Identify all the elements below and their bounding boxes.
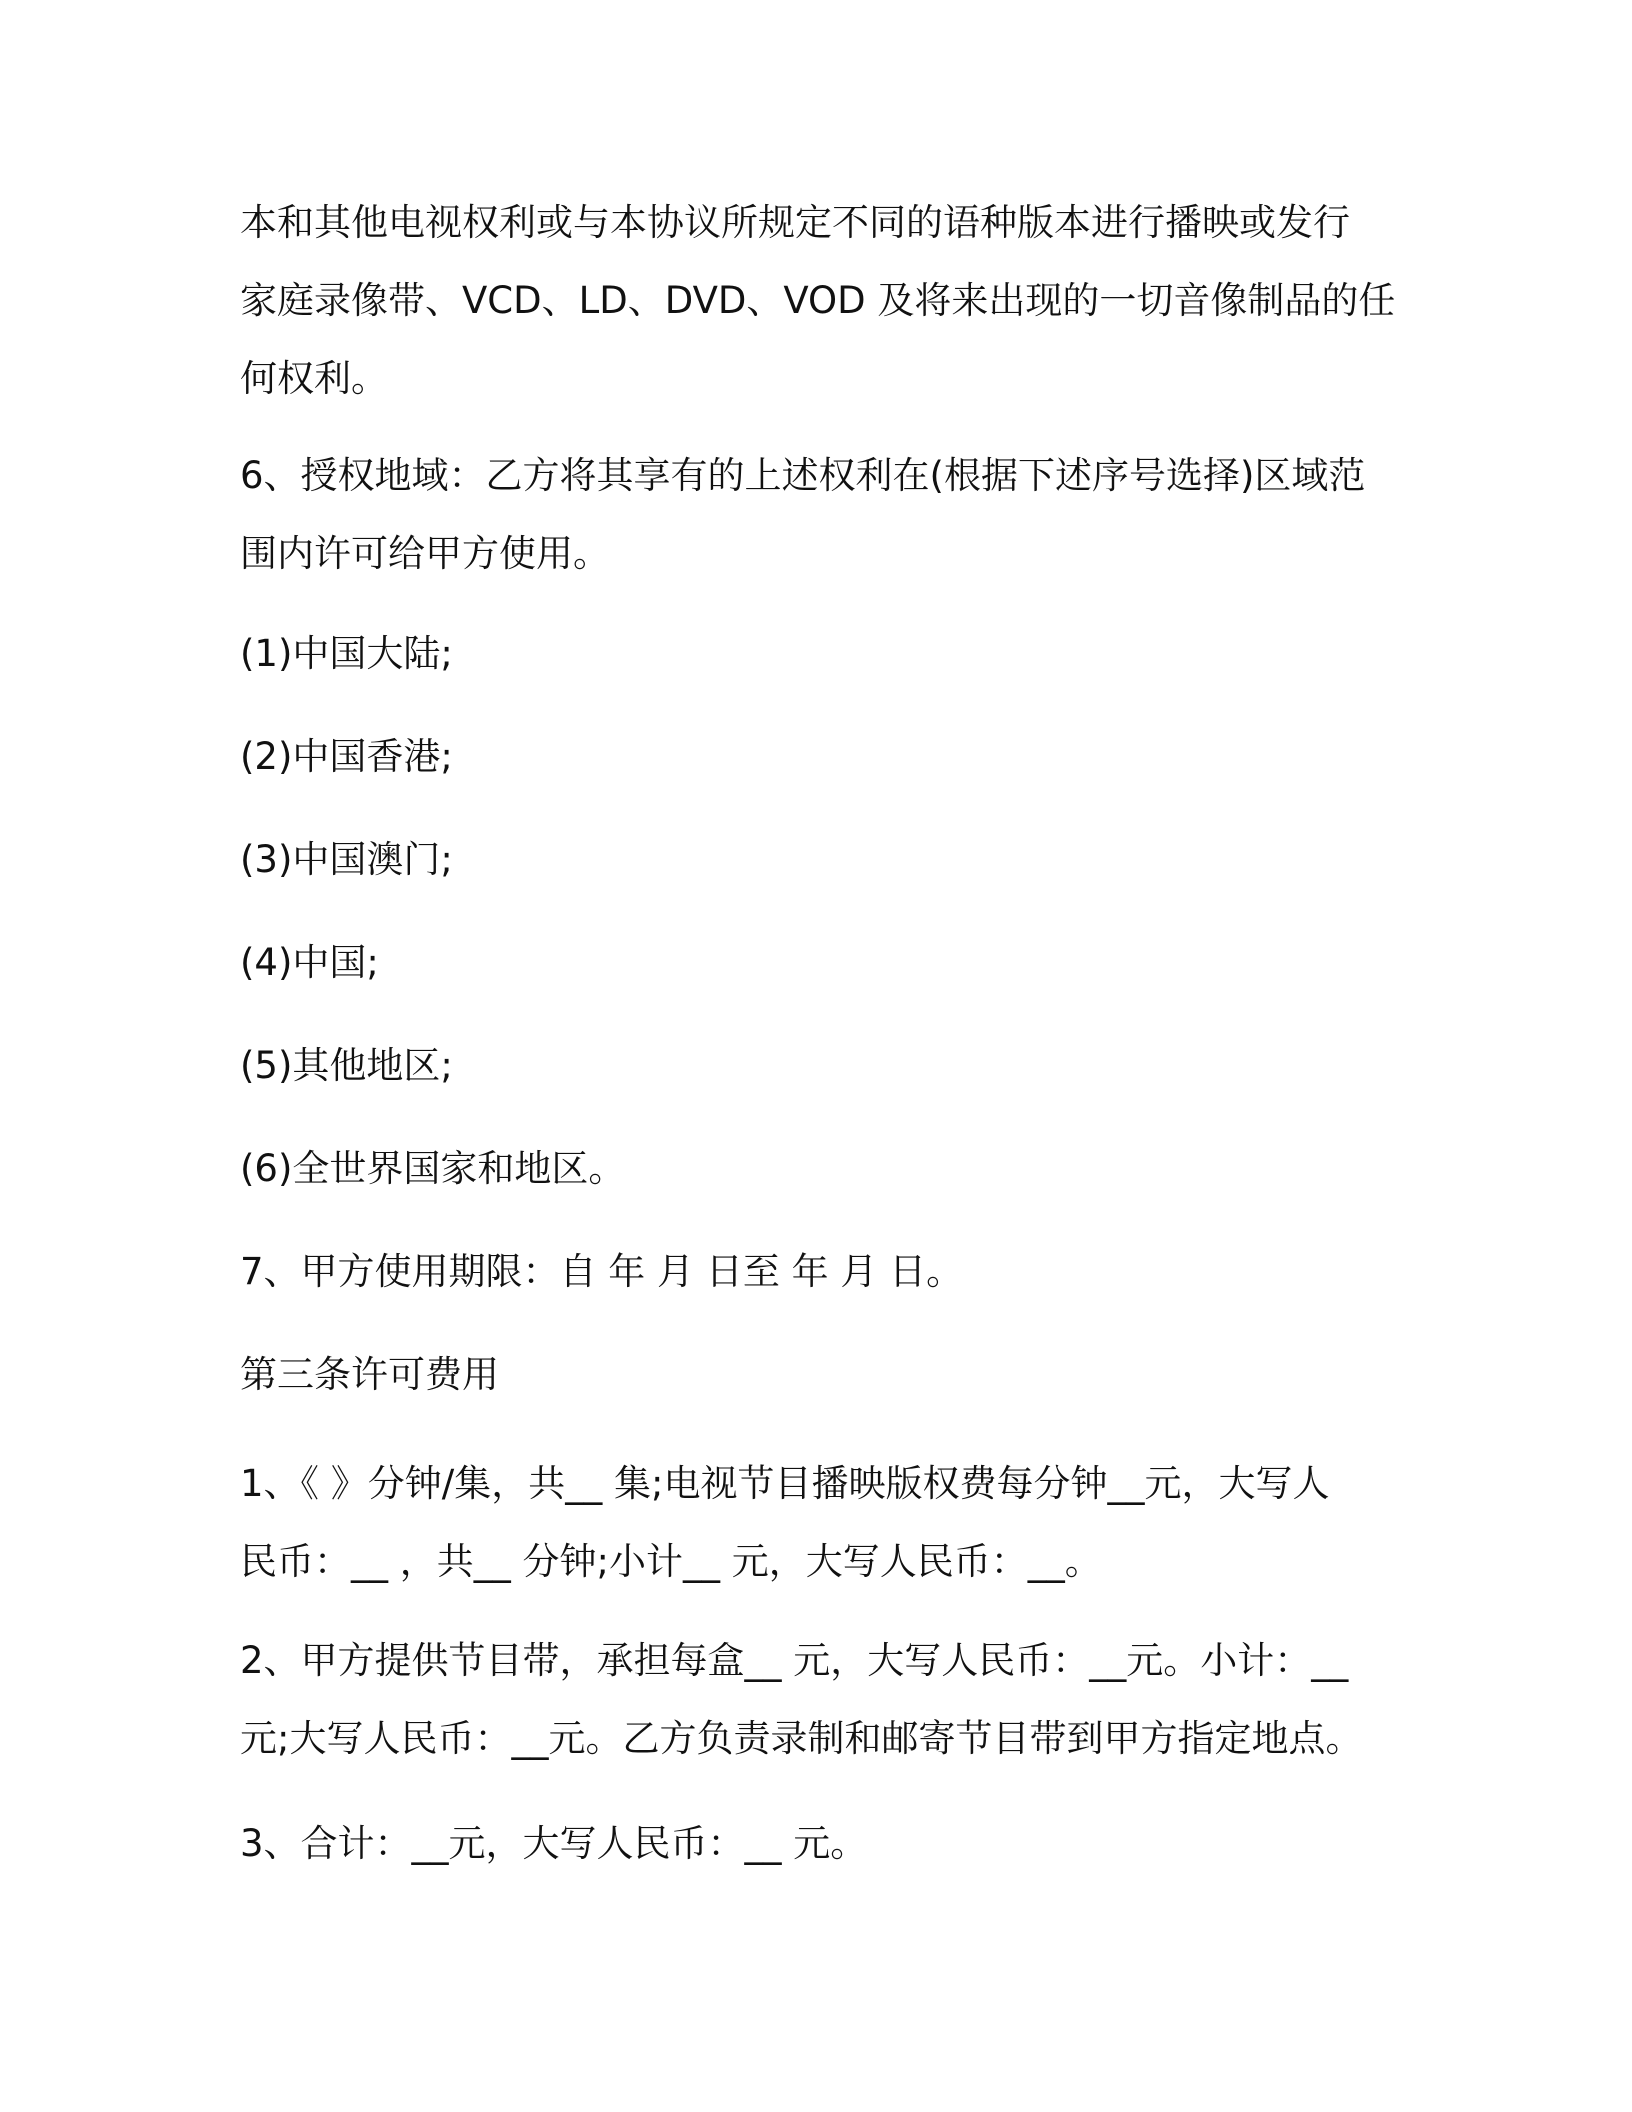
section-heading-license-fee	[240, 1336, 1390, 1414]
text-line: 元;大写人民币：__元。乙方负责录制和邮寄节目带到甲方指定地点。	[240, 1717, 1363, 1760]
text-line: 6、授权地域：乙方将其享有的上述权利在(根据下述序号选择)区域范	[240, 454, 1366, 497]
paragraph-territory	[240, 437, 1390, 593]
territory-option-4	[240, 924, 1390, 1002]
paragraph-fee-item-1	[240, 1445, 1390, 1601]
text-line: (3)中国澳门;	[240, 838, 453, 881]
territory-option-1	[240, 615, 1390, 693]
text-line: 7、甲方使用期限：自 年 月 日至 年 月 日。	[240, 1250, 964, 1293]
text-line: 1、《 》分钟/集，共__ 集;电视节目播映版权费每分钟__元，大写人	[240, 1462, 1330, 1505]
text-line: 围内许可给甲方使用。	[240, 532, 610, 575]
text-line: (1)中国大陆;	[240, 632, 453, 675]
paragraph-fee-total	[240, 1805, 1390, 1883]
text-line: 3、合计：__元，大写人民币：__ 元。	[240, 1822, 868, 1865]
text-line: 民币：__ ，共__ 分钟;小计__ 元，大写人民币：__。	[240, 1540, 1102, 1583]
text-line: (4)中国;	[240, 941, 379, 984]
text-line: 2、甲方提供节目带，承担每盒__ 元，大写人民币：__元。小计：__	[240, 1639, 1349, 1682]
text-line: 第三条许可费用	[240, 1353, 499, 1396]
paragraph-fee-item-2	[240, 1622, 1390, 1778]
territory-option-3	[240, 821, 1390, 899]
territory-option-5	[240, 1027, 1390, 1105]
text-line: (2)中国香港;	[240, 735, 453, 778]
territory-option-6	[240, 1130, 1390, 1208]
text-line: (6)全世界国家和地区。	[240, 1147, 626, 1190]
text-line: 本和其他电视权利或与本协议所规定不同的语种版本进行播映或发行	[240, 201, 1350, 244]
territory-option-2	[240, 718, 1390, 796]
paragraph-rights-continuation	[240, 184, 1396, 418]
text-line: 家庭录像带、VCD、LD、DVD、VOD 及将来出现的一切音像制品的任	[240, 279, 1396, 322]
paragraph-usage-period	[240, 1233, 1390, 1311]
text-line: 何权利。	[240, 357, 388, 400]
text-line: (5)其他地区;	[240, 1044, 453, 1087]
